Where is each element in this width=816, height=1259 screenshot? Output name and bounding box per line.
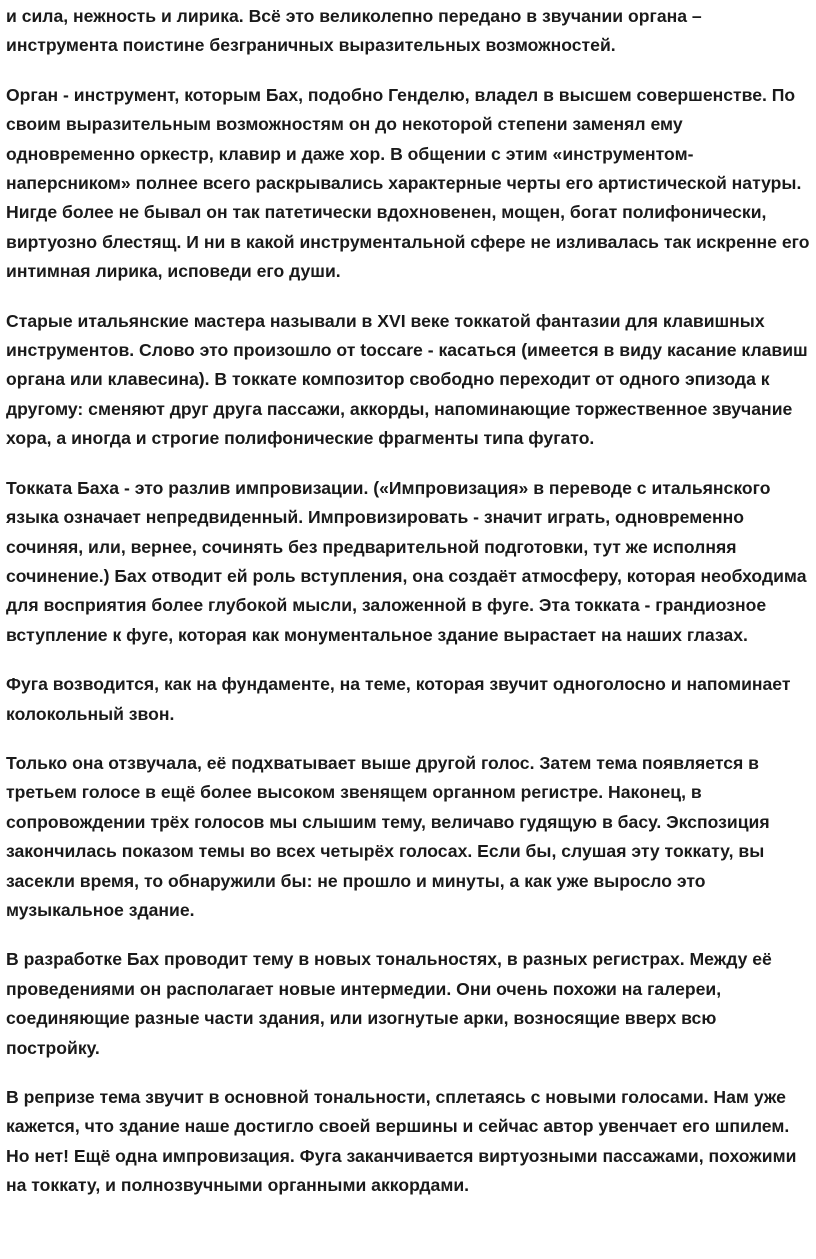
paragraph-fugue-exposition: Только она отзвучала, её подхватывает выше другой голос. Затем тема появляется в третьем голосе в ещё более высоком звенящем органном регистре. Наконец, в сопровождении трёх голосов мы слышим тему, величаво гудящую в басу. Экспозиция закончилась показом темы во всех четырёх голосах. Если бы, слушая эту токкату, вы засекли время, то обнаружили бы: не прошло и минуты, а как уже выросло это музыкальное здание. [6,752,770,920]
paragraph-fugue-reprise: В репризе тема звучит в основной тональности, сплетаясь с новыми голосами. Нам уже кажется, что здание наше достигло своей вершины и сейчас автор увенчает его шпилем. Но нет! Ещё одна импровизация. Фуга заканчивается виртуозными пассажами, похожими на токкату, и полнозвучными органными аккордами. [6,1087,797,1196]
paragraph-fugue-development: В разработке Бах проводит тему в новых тональностях, в разных регистрах. Между её проведениями он располагает новые интермедии. Они очень похожи на галереи, соединяющие разные части здания, или изогнутые арки, возносящие вверх всю постройку. [6,949,772,1058]
paragraph-organ-instrument: Орган - инструмент, которым Бах, подобно Генделю, владел в высшем совершенстве. По своим выразительным возможностям он до некоторой степени заменял ему одновременно оркестр, клавир и даже хор. В общении с этим «инструментом-наперсником» полнее всего раскрывались характерные черты его артистической натуры. Нигде более не бывал он так патетически вдохновенен, мощен, богат полифонически, виртуозно блестящ. И ни в какой инструментальной сфере не изливалась так искренне его интимная лирика, исповеди его души. [6,84,810,282]
paragraph-toccata-origin: Старые итальянские мастера называли в XVI веке токкатой фантазии для клавишных инструментов. Слово это произошло от toccare - касаться (имеется в виду касание клавиш органа или клавесина). В токкате композитор свободно переходит от одного эпизода к другому: сменяют друг друга пассажи, аккорды, напоминающие торжественное звучание хора, а иногда и строгие полифонические фрагменты типа фугато. [6,310,808,449]
paragraph-bach-toccata: Токката Баха - это разлив импровизации. («Импровизация» в переводе с итальянского языка означает непредвиденный. Импровизировать - значит играть, одновременно сочиняя, или, вернее, сочинять без предварительной подготовки, тут же исполняя сочинение.) Бах отводит ей роль вступления, она создаёт атмосферу, которая необходима для восприятия более глубокой мысли, заложенной в фуге. Эта токката - грандиозное вступление к фуге, которая как монументальное здание вырастает на наших глазах. [6,477,807,645]
paragraph-organ-intro-continued: и сила, нежность и лирика. Всё это великолепно передано в звучании органа – инструмента поистине безграничных выразительных возможностей. [6,6,702,56]
paragraph-fugue-theme: Фуга возводится, как на фундаменте, на теме, которая звучит одноголосно и напоминает колокольный звон. [6,674,791,724]
